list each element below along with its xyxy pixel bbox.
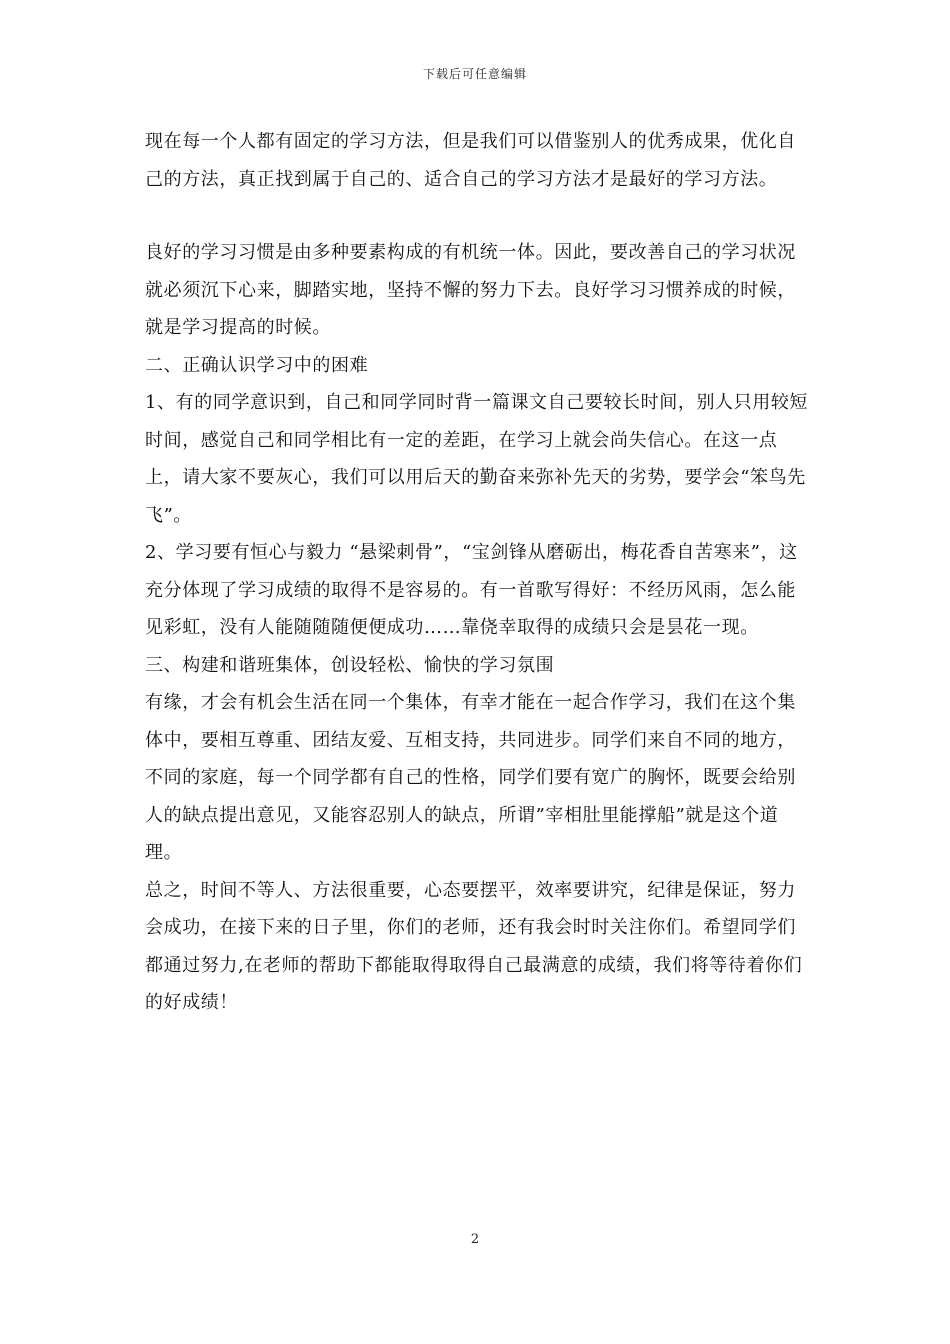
paragraph-learning-method: 现在每一个人都有固定的学习方法，但是我们可以借鉴别人的优秀成果，优化自己的方法，真正找到属于自己的、适合自己的学习方法才是最好的学习方法。 [145,131,796,190]
document-body-main [145,234,810,1022]
section-heading-difficulties: 二、正确认识学习中的困难 [145,354,369,376]
page-header-note: 下载后可任意编辑 [422,67,527,81]
paragraph-collective: 有缘，才会有机会生活在同一个集体，有幸才能在一起合作学习，我们在这个集体中，要相互尊重、团结友爱、互相支持，共同进步。同学们来自不同的地方，不同的家庭，每一个同学都有自己的性格，同学们要有宽广的胸怀，既要会给别人的缺点提出意见，又能容忍别人的缺点，所谓”宰相肚里能撑船”就是这个道理。 [145,692,796,863]
paragraph-conclusion: 总之，时间不等人、方法很重要，心态要摆平，效率要讲究，纪律是保证，努力会成功，在接下来的日子里，你们的老师，还有我会时时关注你们。希望同学们都通过努力,在老师的帮助下都能取得取得自己最满意的成绩，我们将等待着你们的好成绩！ [145,879,803,1013]
page-number: 2 [470,1232,480,1247]
document-body-top [145,123,810,198]
paragraph-point-1: 1、有的同学意识到，自己和同学同时背一篇课文自己要较长时间，别人只用较短时间，感觉自己和同学相比有一定的差距，在学习上就会尚失信心。在这一点上，请大家不要灰心，我们可以用后天的勤奋来弥补先天的劣势，要学会“笨鸟先飞”。 [145,392,809,526]
paragraph-point-2: 2、学习要有恒心与毅力 “悬梁刺骨”，“宝剑锋从磨砺出，梅花香自苦寒来”，这充分体现了学习成绩的取得不是容易的。有一首歌写得好：不经历风雨，怎么能见彩虹，没有人能随随随便便成功……靠侥幸取得的成绩只会是昙花一现。 [145,542,798,638]
section-heading-class-collective: 三、构建和谐班集体，创设轻松、愉快的学习氛围 [145,654,555,676]
paragraph-learning-habits: 良好的学习习惯是由多种要素构成的有机统一体。因此，要改善自己的学习状况就必须沉下心来，脚踏实地，坚持不懈的努力下去。良好学习习惯养成的时候，就是学习提高的时候。 [145,242,796,338]
